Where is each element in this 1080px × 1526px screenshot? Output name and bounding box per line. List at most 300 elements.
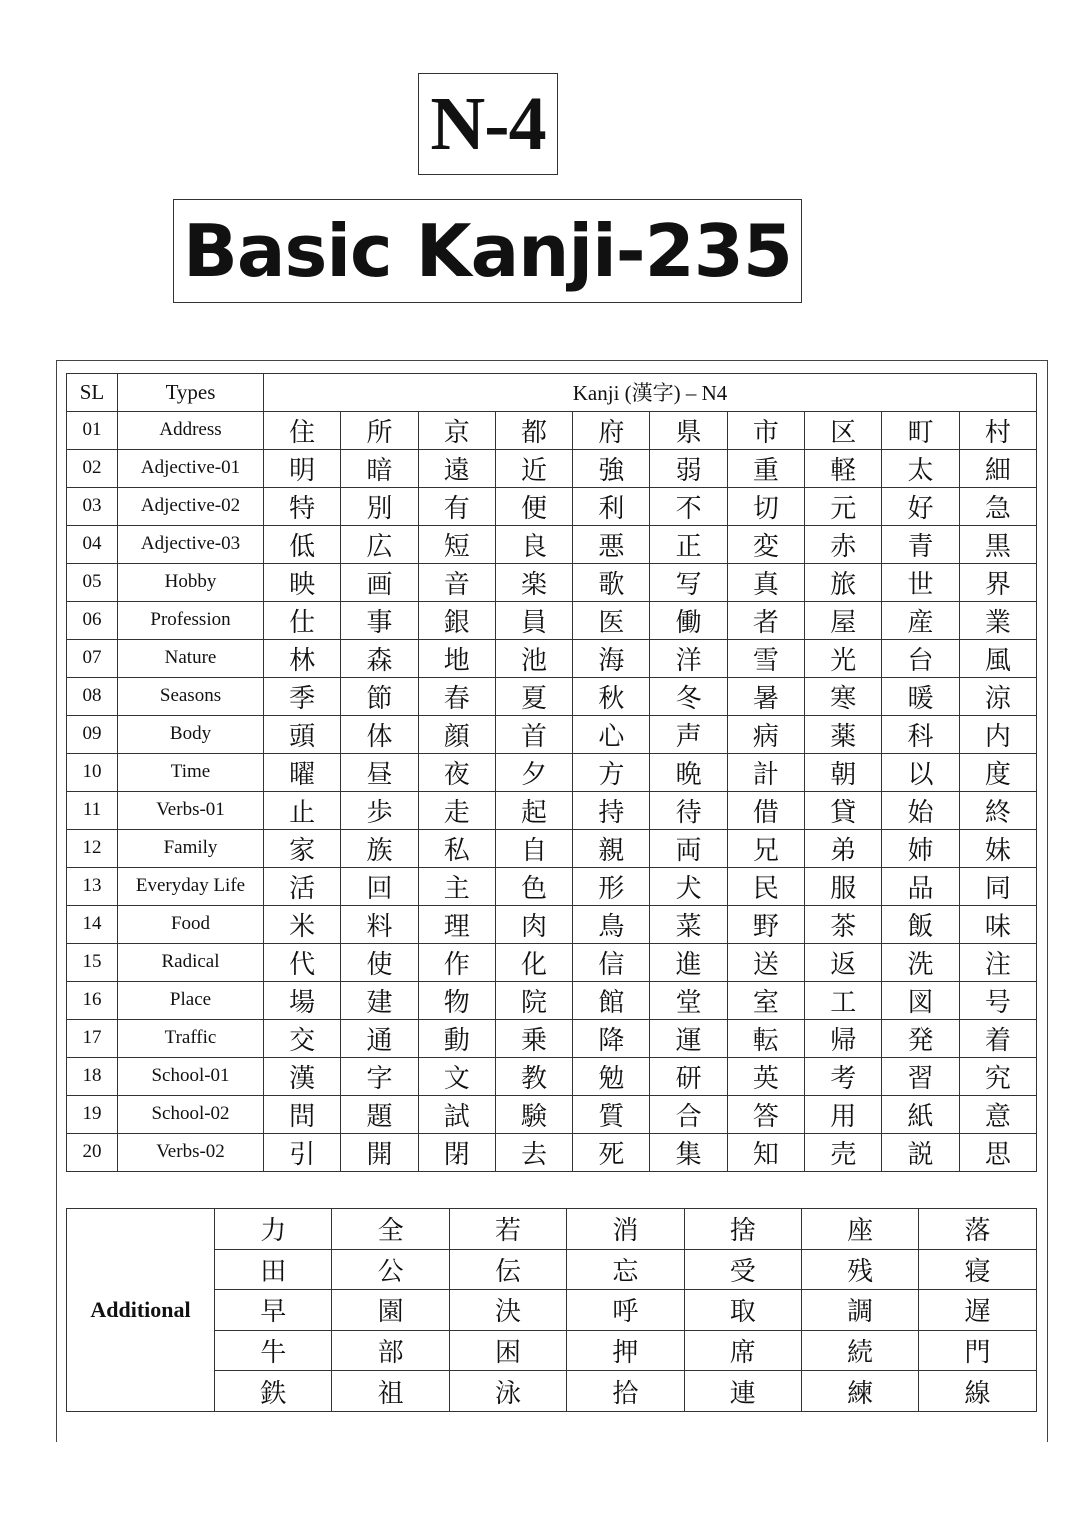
kanji-cell: 細 <box>959 449 1036 487</box>
table-row <box>67 563 1037 601</box>
kanji-cell: 池 <box>495 639 572 677</box>
kanji-cell: 市 <box>727 411 804 449</box>
kanji-cell: 声 <box>650 715 727 753</box>
kanji-cell: 走 <box>418 791 495 829</box>
kanji-cell: 送 <box>727 943 804 981</box>
kanji-cell: 暑 <box>727 677 804 715</box>
row-sl: 11 <box>67 791 118 829</box>
kanji-cell: 変 <box>727 525 804 563</box>
kanji-cell: 文 <box>418 1057 495 1095</box>
kanji-cell: 近 <box>495 449 572 487</box>
kanji-cell: 銀 <box>418 601 495 639</box>
kanji-cell: 質 <box>573 1095 650 1133</box>
kanji-cell: 写 <box>650 563 727 601</box>
kanji-cell: 雪 <box>727 639 804 677</box>
additional-kanji-cell: 園 <box>332 1290 449 1331</box>
additional-table <box>66 1208 1037 1412</box>
kanji-cell: 方 <box>573 753 650 791</box>
row-sl: 15 <box>67 943 118 981</box>
kanji-cell: 待 <box>650 791 727 829</box>
row-type: Profession <box>118 601 264 639</box>
kanji-cell: 姉 <box>882 829 959 867</box>
additional-kanji-cell: 鉄 <box>215 1371 332 1412</box>
kanji-cell: 明 <box>264 449 341 487</box>
additional-kanji-cell: 祖 <box>332 1371 449 1412</box>
table-row <box>67 487 1037 525</box>
table-row <box>67 677 1037 715</box>
kanji-cell: 別 <box>341 487 418 525</box>
kanji-cell: 秋 <box>573 677 650 715</box>
row-type: Verbs-01 <box>118 791 264 829</box>
row-type: Body <box>118 715 264 753</box>
kanji-cell: 研 <box>650 1057 727 1095</box>
kanji-cell: 菜 <box>650 905 727 943</box>
table-row <box>67 449 1037 487</box>
row-type: Adjective-03 <box>118 525 264 563</box>
row-sl: 04 <box>67 525 118 563</box>
kanji-cell: 茶 <box>805 905 882 943</box>
kanji-cell: 究 <box>959 1057 1036 1095</box>
kanji-cell: 歩 <box>341 791 418 829</box>
row-sl: 10 <box>67 753 118 791</box>
kanji-cell: 字 <box>341 1057 418 1095</box>
kanji-cell: 軽 <box>805 449 882 487</box>
kanji-cell: 理 <box>418 905 495 943</box>
level-title: N-4 <box>418 73 558 175</box>
kanji-cell: 工 <box>805 981 882 1019</box>
row-type: Place <box>118 981 264 1019</box>
row-type: Seasons <box>118 677 264 715</box>
kanji-cell: 便 <box>495 487 572 525</box>
kanji-cell: 起 <box>495 791 572 829</box>
kanji-cell: 交 <box>264 1019 341 1057</box>
kanji-cell: 利 <box>573 487 650 525</box>
kanji-cell: 風 <box>959 639 1036 677</box>
kanji-cell: 映 <box>264 563 341 601</box>
kanji-cell: 音 <box>418 563 495 601</box>
kanji-cell: 化 <box>495 943 572 981</box>
kanji-cell: 短 <box>418 525 495 563</box>
kanji-cell: 館 <box>573 981 650 1019</box>
kanji-cell: 着 <box>959 1019 1036 1057</box>
kanji-cell: 冬 <box>650 677 727 715</box>
kanji-cell: 紙 <box>882 1095 959 1133</box>
kanji-cell: 兄 <box>727 829 804 867</box>
additional-kanji-cell: 捨 <box>684 1209 801 1250</box>
kanji-cell: 両 <box>650 829 727 867</box>
kanji-cell: 涼 <box>959 677 1036 715</box>
row-type: Everyday Life <box>118 867 264 905</box>
table-row <box>67 1057 1037 1095</box>
kanji-cell: 所 <box>341 411 418 449</box>
kanji-cell: 野 <box>727 905 804 943</box>
row-sl: 12 <box>67 829 118 867</box>
kanji-cell: 考 <box>805 1057 882 1095</box>
row-sl: 08 <box>67 677 118 715</box>
kanji-cell: 自 <box>495 829 572 867</box>
kanji-cell: 光 <box>805 639 882 677</box>
kanji-cell: 楽 <box>495 563 572 601</box>
kanji-cell: 物 <box>418 981 495 1019</box>
kanji-cell: 不 <box>650 487 727 525</box>
additional-kanji-cell: 連 <box>684 1371 801 1412</box>
kanji-cell: 売 <box>805 1133 882 1171</box>
additional-kanji-cell: 伝 <box>449 1249 566 1290</box>
kanji-cell: 夏 <box>495 677 572 715</box>
additional-kanji-cell: 忘 <box>567 1249 684 1290</box>
additional-kanji-cell: 公 <box>332 1249 449 1290</box>
kanji-table-body <box>67 411 1037 1171</box>
row-type: School-01 <box>118 1057 264 1095</box>
kanji-cell: 肉 <box>495 905 572 943</box>
kanji-cell: 親 <box>573 829 650 867</box>
kanji-cell: 海 <box>573 639 650 677</box>
kanji-cell: 計 <box>727 753 804 791</box>
additional-kanji-cell: 全 <box>332 1209 449 1250</box>
kanji-cell: 県 <box>650 411 727 449</box>
kanji-cell: 勉 <box>573 1057 650 1095</box>
table-row <box>67 867 1037 905</box>
kanji-cell: 作 <box>418 943 495 981</box>
row-type: Nature <box>118 639 264 677</box>
kanji-cell: 町 <box>882 411 959 449</box>
kanji-cell: 通 <box>341 1019 418 1057</box>
table-header-row <box>67 374 1037 412</box>
kanji-cell: 特 <box>264 487 341 525</box>
kanji-cell: 民 <box>727 867 804 905</box>
row-type: School-02 <box>118 1095 264 1133</box>
row-sl: 05 <box>67 563 118 601</box>
additional-kanji-cell: 困 <box>449 1330 566 1371</box>
additional-label: Additional <box>67 1209 215 1412</box>
kanji-cell: 教 <box>495 1057 572 1095</box>
kanji-cell: 料 <box>341 905 418 943</box>
kanji-cell: 室 <box>727 981 804 1019</box>
kanji-cell: 回 <box>341 867 418 905</box>
table-row <box>67 829 1037 867</box>
kanji-cell: 問 <box>264 1095 341 1133</box>
kanji-cell: 止 <box>264 791 341 829</box>
kanji-cell: 働 <box>650 601 727 639</box>
additional-kanji-cell: 取 <box>684 1290 801 1331</box>
kanji-cell: 真 <box>727 563 804 601</box>
kanji-cell: 世 <box>882 563 959 601</box>
kanji-cell: 活 <box>264 867 341 905</box>
kanji-cell: 族 <box>341 829 418 867</box>
row-type: Traffic <box>118 1019 264 1057</box>
kanji-cell: 降 <box>573 1019 650 1057</box>
kanji-cell: 飯 <box>882 905 959 943</box>
kanji-cell: 題 <box>341 1095 418 1133</box>
kanji-cell: 発 <box>882 1019 959 1057</box>
kanji-cell: 意 <box>959 1095 1036 1133</box>
additional-kanji-cell: 受 <box>684 1249 801 1290</box>
kanji-cell: 晩 <box>650 753 727 791</box>
row-sl: 06 <box>67 601 118 639</box>
table-row <box>67 525 1037 563</box>
additional-kanji-cell: 若 <box>449 1209 566 1250</box>
kanji-cell: 府 <box>573 411 650 449</box>
kanji-cell: 仕 <box>264 601 341 639</box>
kanji-cell: 進 <box>650 943 727 981</box>
kanji-cell: 妹 <box>959 829 1036 867</box>
kanji-cell: 験 <box>495 1095 572 1133</box>
additional-kanji-cell: 続 <box>801 1330 918 1371</box>
kanji-cell: 堂 <box>650 981 727 1019</box>
kanji-cell: 春 <box>418 677 495 715</box>
kanji-cell: 都 <box>495 411 572 449</box>
table-row <box>67 905 1037 943</box>
kanji-cell: 暗 <box>341 449 418 487</box>
table-row <box>67 411 1037 449</box>
kanji-cell: 屋 <box>805 601 882 639</box>
kanji-cell: 貸 <box>805 791 882 829</box>
kanji-cell: 元 <box>805 487 882 525</box>
row-type: Food <box>118 905 264 943</box>
table-row <box>67 943 1037 981</box>
table-row <box>67 753 1037 791</box>
kanji-cell: 員 <box>495 601 572 639</box>
row-type: Time <box>118 753 264 791</box>
additional-kanji-cell: 早 <box>215 1290 332 1331</box>
table-row <box>67 715 1037 753</box>
page-title: Basic Kanji-235 <box>173 199 802 303</box>
kanji-cell: 朝 <box>805 753 882 791</box>
kanji-cell: 漢 <box>264 1057 341 1095</box>
kanji-cell: 太 <box>882 449 959 487</box>
header-sl: SL <box>67 374 118 412</box>
kanji-cell: 服 <box>805 867 882 905</box>
additional-kanji-cell: 部 <box>332 1330 449 1371</box>
kanji-cell: 乗 <box>495 1019 572 1057</box>
kanji-cell: 答 <box>727 1095 804 1133</box>
table-row <box>67 1019 1037 1057</box>
kanji-cell: 者 <box>727 601 804 639</box>
table-row <box>67 601 1037 639</box>
additional-kanji-cell: 練 <box>801 1371 918 1412</box>
kanji-cell: 節 <box>341 677 418 715</box>
kanji-cell: 科 <box>882 715 959 753</box>
row-sl: 13 <box>67 867 118 905</box>
kanji-cell: 品 <box>882 867 959 905</box>
kanji-cell: 建 <box>341 981 418 1019</box>
kanji-cell: 薬 <box>805 715 882 753</box>
kanji-cell: 低 <box>264 525 341 563</box>
kanji-cell: 遠 <box>418 449 495 487</box>
kanji-cell: 赤 <box>805 525 882 563</box>
kanji-cell: 集 <box>650 1133 727 1171</box>
kanji-cell: 内 <box>959 715 1036 753</box>
kanji-cell: 事 <box>341 601 418 639</box>
kanji-cell: 試 <box>418 1095 495 1133</box>
header-types: Types <box>118 374 264 412</box>
additional-kanji-cell: 落 <box>919 1209 1036 1250</box>
kanji-cell: 犬 <box>650 867 727 905</box>
kanji-cell: 開 <box>341 1133 418 1171</box>
kanji-cell: 住 <box>264 411 341 449</box>
row-sl: 14 <box>67 905 118 943</box>
row-sl: 01 <box>67 411 118 449</box>
row-sl: 17 <box>67 1019 118 1057</box>
kanji-cell: 村 <box>959 411 1036 449</box>
kanji-cell: 夕 <box>495 753 572 791</box>
row-sl: 03 <box>67 487 118 525</box>
kanji-cell: 地 <box>418 639 495 677</box>
kanji-cell: 夜 <box>418 753 495 791</box>
kanji-cell: 始 <box>882 791 959 829</box>
kanji-cell: 場 <box>264 981 341 1019</box>
kanji-cell: 頭 <box>264 715 341 753</box>
kanji-cell: 去 <box>495 1133 572 1171</box>
kanji-cell: 体 <box>341 715 418 753</box>
kanji-cell: 代 <box>264 943 341 981</box>
kanji-cell: 英 <box>727 1057 804 1095</box>
kanji-cell: 林 <box>264 639 341 677</box>
kanji-cell: 使 <box>341 943 418 981</box>
kanji-cell: 動 <box>418 1019 495 1057</box>
table-row <box>67 791 1037 829</box>
additional-kanji-cell: 席 <box>684 1330 801 1371</box>
additional-kanji-cell: 呼 <box>567 1290 684 1331</box>
kanji-cell: 青 <box>882 525 959 563</box>
kanji-cell: 曜 <box>264 753 341 791</box>
additional-kanji-cell: 座 <box>801 1209 918 1250</box>
row-type: Radical <box>118 943 264 981</box>
kanji-cell: 森 <box>341 639 418 677</box>
row-sl: 09 <box>67 715 118 753</box>
kanji-cell: 借 <box>727 791 804 829</box>
kanji-cell: 洋 <box>650 639 727 677</box>
table-row <box>67 981 1037 1019</box>
kanji-cell: 心 <box>573 715 650 753</box>
kanji-cell: 寒 <box>805 677 882 715</box>
kanji-cell: 運 <box>650 1019 727 1057</box>
kanji-cell: 業 <box>959 601 1036 639</box>
row-type: Hobby <box>118 563 264 601</box>
row-sl: 07 <box>67 639 118 677</box>
table-row <box>67 639 1037 677</box>
kanji-cell: 病 <box>727 715 804 753</box>
kanji-cell: 顔 <box>418 715 495 753</box>
kanji-cell: 界 <box>959 563 1036 601</box>
additional-kanji-cell: 線 <box>919 1371 1036 1412</box>
kanji-cell: 家 <box>264 829 341 867</box>
row-type: Verbs-02 <box>118 1133 264 1171</box>
row-type: Adjective-02 <box>118 487 264 525</box>
row-type: Address <box>118 411 264 449</box>
kanji-cell: 号 <box>959 981 1036 1019</box>
kanji-cell: 度 <box>959 753 1036 791</box>
additional-table-body <box>67 1209 1037 1412</box>
kanji-cell: 京 <box>418 411 495 449</box>
kanji-cell: 洗 <box>882 943 959 981</box>
table-row <box>67 1133 1037 1171</box>
kanji-cell: 黒 <box>959 525 1036 563</box>
kanji-cell: 知 <box>727 1133 804 1171</box>
kanji-cell: 図 <box>882 981 959 1019</box>
row-type: Family <box>118 829 264 867</box>
additional-kanji-cell: 消 <box>567 1209 684 1250</box>
table-row <box>67 1095 1037 1133</box>
additional-kanji-cell: 牛 <box>215 1330 332 1371</box>
additional-kanji-cell: 泳 <box>449 1371 566 1412</box>
kanji-cell: 帰 <box>805 1019 882 1057</box>
kanji-cell: 終 <box>959 791 1036 829</box>
additional-row <box>67 1209 1037 1250</box>
additional-kanji-cell: 力 <box>215 1209 332 1250</box>
kanji-cell: 持 <box>573 791 650 829</box>
kanji-cell: 好 <box>882 487 959 525</box>
kanji-cell: 習 <box>882 1057 959 1095</box>
additional-kanji-cell: 決 <box>449 1290 566 1331</box>
kanji-cell: 台 <box>882 639 959 677</box>
kanji-cell: 閉 <box>418 1133 495 1171</box>
kanji-cell: 急 <box>959 487 1036 525</box>
kanji-cell: 同 <box>959 867 1036 905</box>
additional-kanji-cell: 門 <box>919 1330 1036 1371</box>
additional-kanji-cell: 遅 <box>919 1290 1036 1331</box>
kanji-cell: 米 <box>264 905 341 943</box>
kanji-cell: 正 <box>650 525 727 563</box>
kanji-cell: 注 <box>959 943 1036 981</box>
kanji-cell: 思 <box>959 1133 1036 1171</box>
row-sl: 02 <box>67 449 118 487</box>
row-sl: 16 <box>67 981 118 1019</box>
kanji-cell: 弱 <box>650 449 727 487</box>
kanji-cell: 重 <box>727 449 804 487</box>
kanji-cell: 以 <box>882 753 959 791</box>
kanji-cell: 旅 <box>805 563 882 601</box>
kanji-cell: 医 <box>573 601 650 639</box>
kanji-cell: 主 <box>418 867 495 905</box>
kanji-cell: 信 <box>573 943 650 981</box>
kanji-table <box>66 373 1037 1172</box>
kanji-cell: 暖 <box>882 677 959 715</box>
kanji-cell: 弟 <box>805 829 882 867</box>
kanji-cell: 味 <box>959 905 1036 943</box>
row-sl: 18 <box>67 1057 118 1095</box>
kanji-cell: 説 <box>882 1133 959 1171</box>
kanji-cell: 区 <box>805 411 882 449</box>
additional-kanji-cell: 田 <box>215 1249 332 1290</box>
kanji-cell: 産 <box>882 601 959 639</box>
kanji-cell: 昼 <box>341 753 418 791</box>
additional-kanji-cell: 拾 <box>567 1371 684 1412</box>
additional-kanji-cell: 寝 <box>919 1249 1036 1290</box>
additional-kanji-cell: 調 <box>801 1290 918 1331</box>
kanji-cell: 死 <box>573 1133 650 1171</box>
kanji-cell: 季 <box>264 677 341 715</box>
kanji-cell: 悪 <box>573 525 650 563</box>
kanji-cell: 画 <box>341 563 418 601</box>
row-sl: 20 <box>67 1133 118 1171</box>
header-kanji: Kanji (漢字) – N4 <box>264 374 1037 412</box>
additional-kanji-cell: 押 <box>567 1330 684 1371</box>
kanji-cell: 形 <box>573 867 650 905</box>
kanji-cell: 強 <box>573 449 650 487</box>
kanji-cell: 歌 <box>573 563 650 601</box>
kanji-cell: 院 <box>495 981 572 1019</box>
kanji-cell: 色 <box>495 867 572 905</box>
kanji-cell: 引 <box>264 1133 341 1171</box>
kanji-cell: 首 <box>495 715 572 753</box>
kanji-cell: 私 <box>418 829 495 867</box>
kanji-cell: 合 <box>650 1095 727 1133</box>
kanji-cell: 返 <box>805 943 882 981</box>
row-sl: 19 <box>67 1095 118 1133</box>
kanji-cell: 切 <box>727 487 804 525</box>
kanji-cell: 有 <box>418 487 495 525</box>
